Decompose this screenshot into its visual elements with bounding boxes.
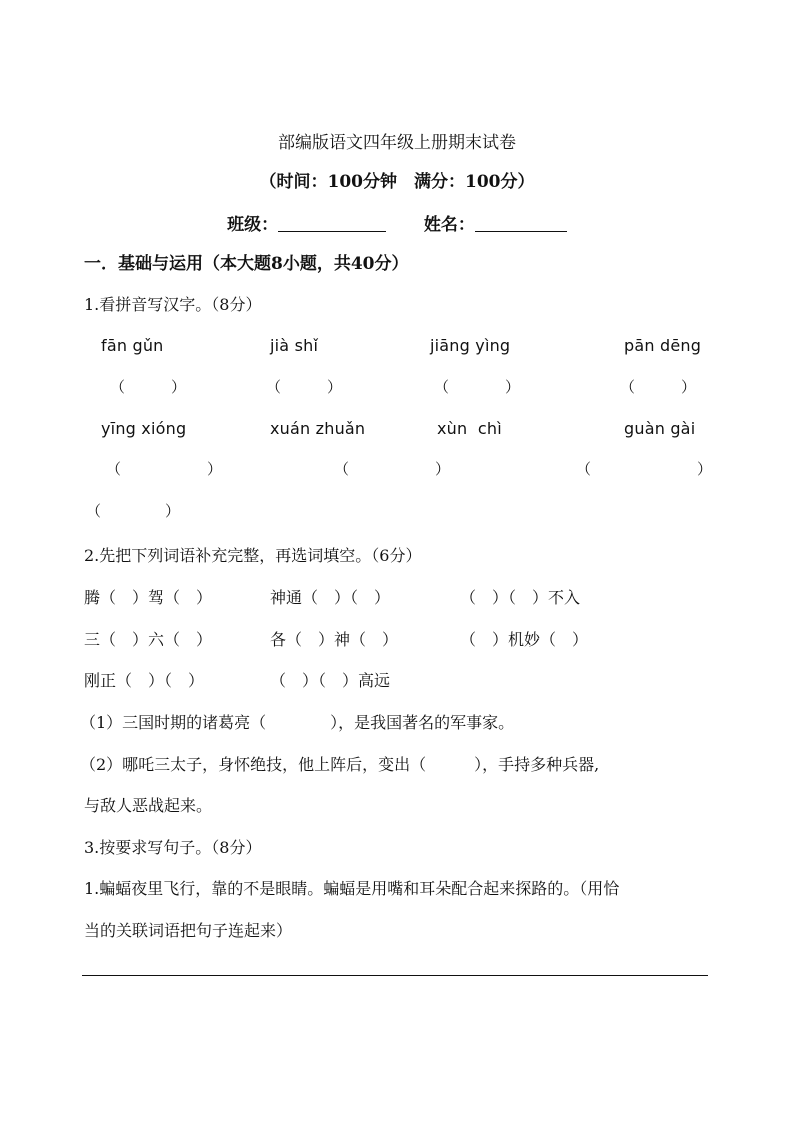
pinyin: fān gǔn (101, 336, 164, 355)
idiom-blank[interactable]: 各（ ）神（ ） (270, 630, 399, 649)
answer-bracket[interactable]: （ ） (434, 378, 521, 396)
answer-bracket[interactable]: （ ） (106, 460, 223, 478)
q3-item1: 1.蝙蝠夜里飞行，靠的不是眼睛。蝙蝠是用嘴和耳朵配合起来探路的。（用恰 (84, 879, 620, 898)
idiom-blank[interactable]: （ ）（ ）高远 (270, 671, 391, 690)
pinyin: pān dēng (624, 336, 702, 355)
exam-subtitle: （时间：100分钟 满分：100分） (259, 172, 535, 192)
idiom-blank[interactable]: 三（ ）六（ ） (84, 630, 213, 649)
exam-title: 部编版语文四年级上册期末试卷 (278, 133, 516, 153)
answer-line[interactable] (82, 975, 708, 976)
student-info (0, 210, 794, 235)
pinyin: yīng xióng (101, 419, 187, 438)
pinyin: xùn chì (437, 419, 502, 438)
pinyin: guàn gài (624, 419, 696, 438)
q3-prompt: 3.按要求写句子。（8分） (84, 838, 262, 857)
answer-bracket[interactable]: （ ） (266, 378, 343, 396)
answer-bracket[interactable]: （ ） (620, 378, 697, 396)
fill-sentence-2-cont: 与敌人恶战起来。 (84, 796, 213, 815)
pinyin: xuán zhuǎn (270, 419, 366, 438)
answer-bracket[interactable]: （ ） (334, 460, 451, 478)
fill-sentence-1[interactable]: （1）三国时期的诸葛亮（ ），是我国著名的军事家。 (80, 713, 515, 732)
name-label: 姓名： (423, 215, 475, 235)
answer-bracket[interactable]: （ ） (110, 378, 187, 396)
idiom-blank[interactable]: （ ）（ ）不入 (460, 588, 581, 607)
class-field[interactable] (278, 214, 386, 232)
pinyin: jiāng yìng (430, 336, 511, 355)
idiom-blank[interactable]: 刚正（ ）（ ） (84, 671, 205, 690)
answer-bracket[interactable]: （ ） (86, 502, 181, 520)
fill-sentence-2[interactable]: （2）哪吒三太子，身怀绝技，他上阵后，变出（ ），手持多种兵器, (80, 755, 600, 774)
q1-prompt: 1.看拼音写汉字。（8分） (84, 295, 262, 314)
pinyin: jià shǐ (270, 336, 319, 355)
q3-item1-cont: 当的关联词语把句子连起来） (84, 921, 293, 940)
class-label: 班级： (227, 215, 279, 235)
section-heading: 一．基础与运用（本大题8小题，共40分） (84, 254, 409, 274)
idiom-blank[interactable]: （ ）机妙（ ） (460, 630, 589, 649)
name-field[interactable] (475, 214, 567, 232)
idiom-blank[interactable]: 腾（ ）驾（ ） (84, 588, 213, 607)
q2-prompt: 2.先把下列词语补充完整，再选词填空。（6分） (84, 546, 422, 565)
answer-bracket[interactable]: （ ） (576, 460, 713, 478)
idiom-blank[interactable]: 神通（ ）（ ） (270, 588, 391, 607)
